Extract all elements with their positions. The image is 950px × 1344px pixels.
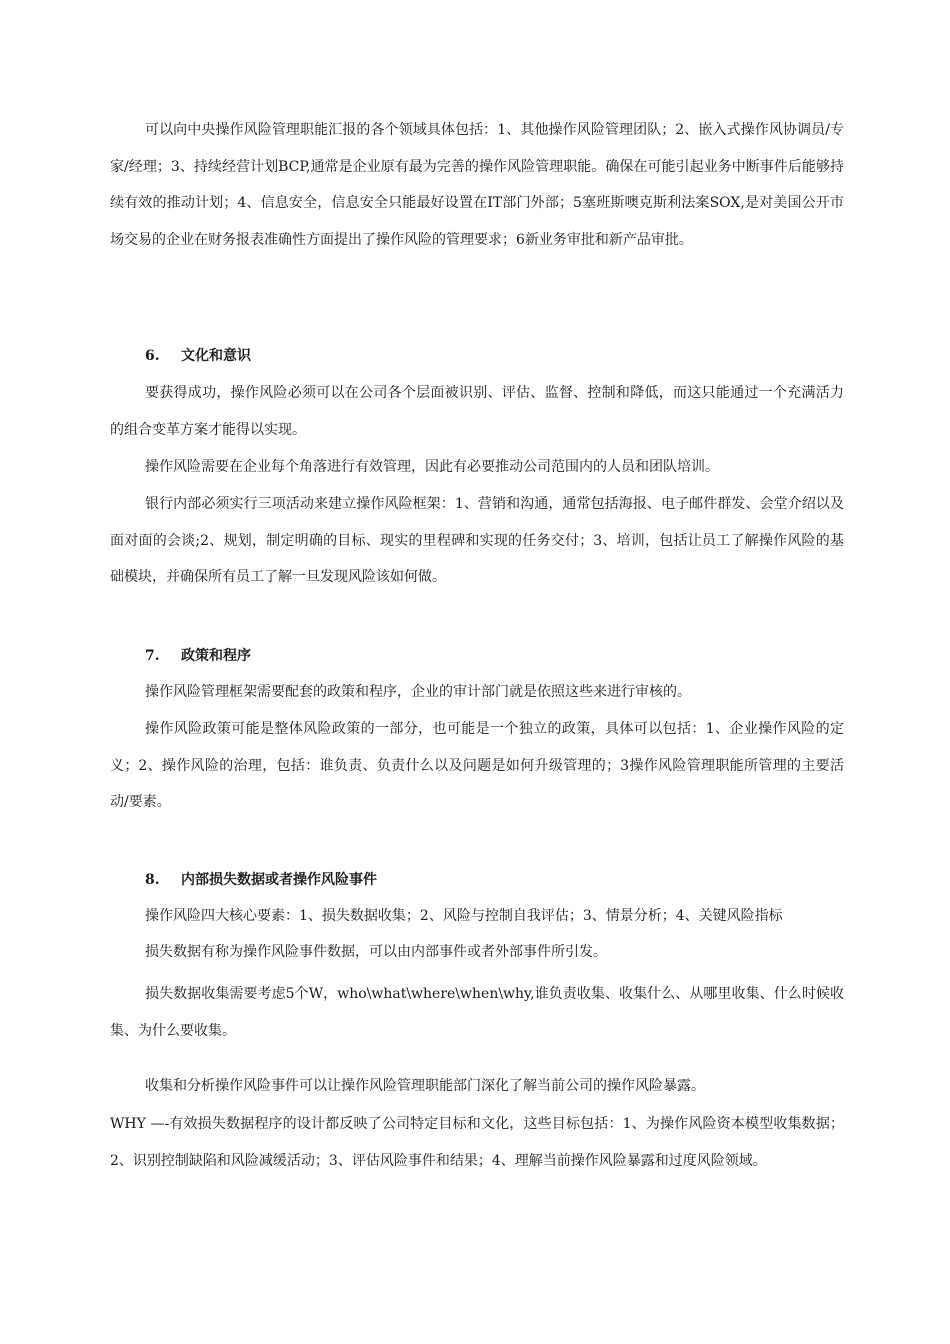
section-7-paragraph-1: 操作风险管理框架需要配套的政策和程序，企业的审计部门就是依照这些来进行审核的。: [145, 684, 691, 700]
section-6-paragraph-3: 银行内部必须实行三项活动来建立操作风险框架：1、营销和沟通，通常包括海报、电子邮件群发、会堂介绍以及面对面的会谈;2、规划，制定明确的目标、现实的里程碑和实现的任务交付；3、培训，包括让员工了解操作风险的基础模块，并确保所有员工了解一旦发现风险该如何做。: [110, 496, 844, 585]
section-number: 8.: [145, 872, 160, 888]
section-title: 内部损失数据或者操作风险事件: [181, 872, 377, 888]
section-8-paragraph-5: WHY —-有效损失数据程序的设计都反映了公司特定目标和文化，这些目标包括：1、为操作风险资本模型收集数据；2、识别控制缺陷和风险减缓活动；3、评估风险事件和结果；4、理解当前操作风险暴露和过度风险领域。: [110, 1116, 844, 1169]
section-8-paragraph-4: 收集和分析操作风险事件可以让操作风险管理职能部门深化了解当前公司的操作风险暴露。: [145, 1078, 705, 1094]
section-8-paragraph-2: 损失数据有称为操作风险事件数据，可以由内部事件或者外部事件所引发。: [145, 944, 607, 960]
intro-paragraph: 可以向中央操作风险管理职能汇报的各个领域具体包括：1、其他操作风险管理团队；2、嵌入式操作风协调员/专家/经理；3、持续经营计划BCP,通常是企业原有最为完善的操作风险管理职能。确保在可能引起业务中断事件后能够持续有效的推动计划；4、信息安全，信息安全只能最好设置在IT部门外部；5塞班斯噢克斯利法案SOX,是对美国公开市场交易的企业在财务报表准确性方面提出了操作风险的管理要求；6新业务审批和新产品审批。: [110, 122, 844, 248]
section-number: 6.: [145, 348, 160, 364]
section-6-heading: [145, 346, 251, 366]
section-title: 政策和程序: [181, 648, 251, 664]
section-8-heading: [145, 870, 377, 890]
section-8-paragraph-3: 损失数据收集需要考虑5个W，who\what\where\when\why,谁负责收集、收集什么、从哪里收集、什么时候收集、为什么要收集。: [110, 986, 844, 1039]
section-8-paragraph-1: 操作风险四大核心要素：1、损失数据收集；2、风险与控制自我评估；3、情景分析；4、关键风险指标: [145, 908, 783, 924]
section-7-paragraph-2: 操作风险政策可能是整体风险政策的一部分，也可能是一个独立的政策，具体可以包括：1、企业操作风险的定义；2、操作风险的治理，包括：谁负责、负责什么以及问题是如何升级管理的；3操作风险管理职能所管理的主要活动/要素。: [110, 721, 844, 810]
section-7-heading: [145, 646, 251, 666]
section-6-paragraph-1: 要获得成功，操作风险必须可以在公司各个层面被识别、评估、监督、控制和降低，而这只能通过一个充满活力的组合变革方案才能得以实现。: [110, 385, 844, 438]
section-6-paragraph-2: 操作风险需要在企业每个角落进行有效管理，因此有必要推动公司范围内的人员和团队培训。: [145, 459, 719, 475]
section-number: 7.: [145, 648, 160, 664]
section-title: 文化和意识: [181, 348, 251, 364]
